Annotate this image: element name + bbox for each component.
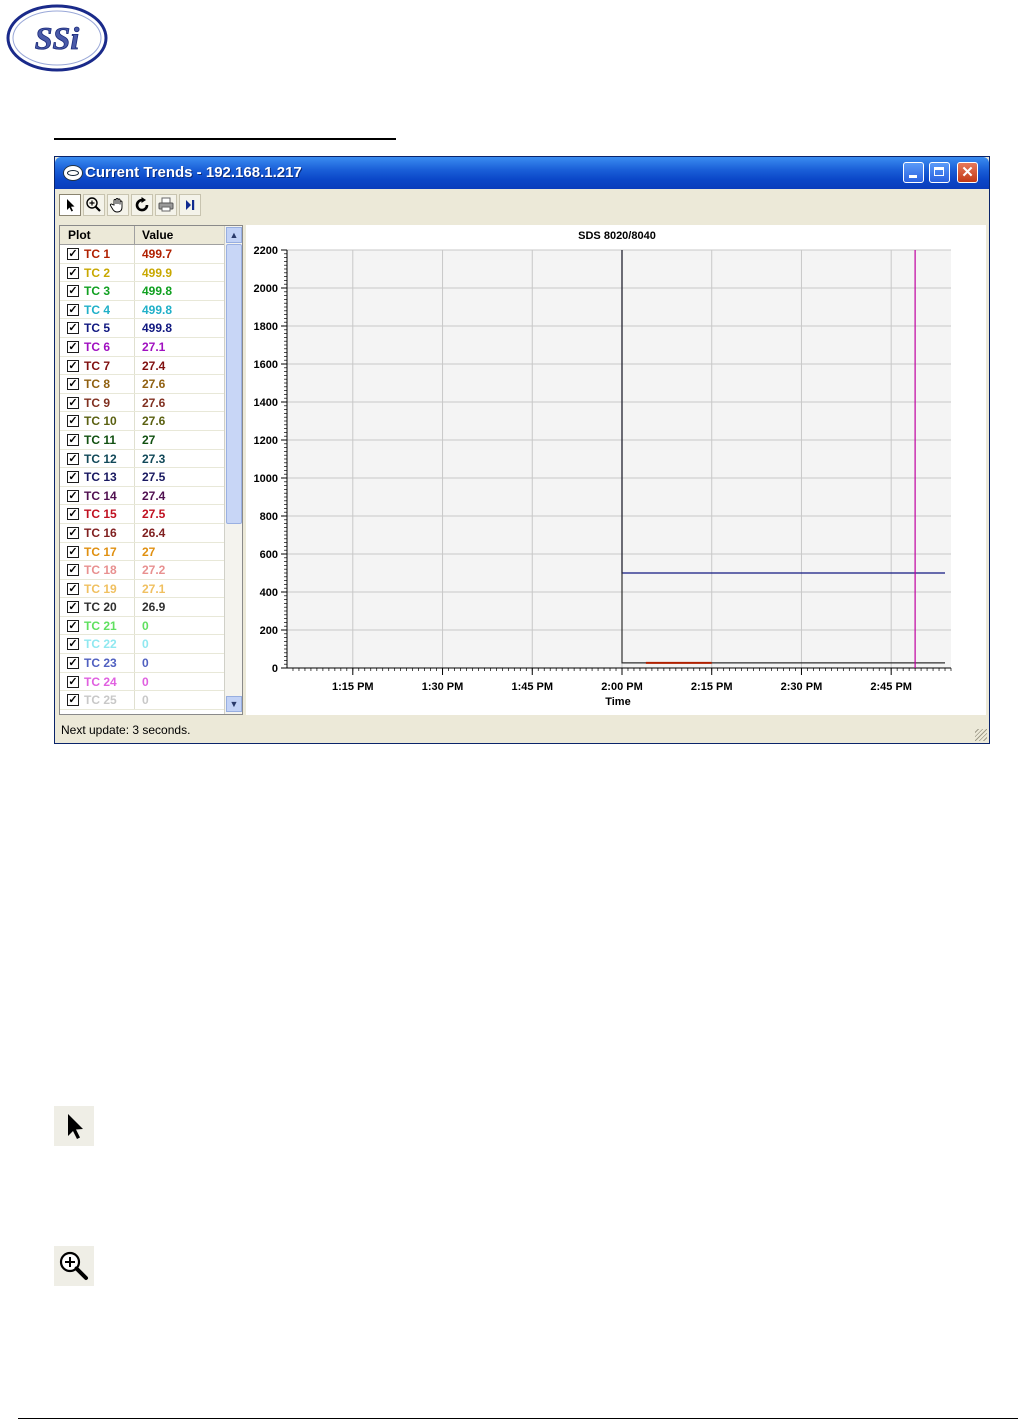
plot-value: 26.9 [142, 600, 166, 615]
y-tick-label: 2000 [253, 283, 278, 295]
scroll-up-button[interactable]: ▲ [226, 227, 242, 243]
plot-checkbox[interactable]: ✓ [68, 471, 78, 484]
y-tick-label: 400 [259, 587, 278, 599]
cell-divider [134, 394, 135, 412]
plot-name: TC 10 [84, 414, 117, 429]
zoom-in-icon [84, 195, 104, 215]
minimize-button[interactable] [903, 162, 924, 183]
cell-divider [134, 654, 135, 672]
plot-name: TC 20 [84, 600, 117, 615]
cell-divider [134, 524, 135, 542]
y-tick-label: 1800 [253, 321, 278, 333]
cell-divider [134, 282, 135, 300]
value-column-header[interactable]: Value [142, 228, 174, 242]
plot-checkbox[interactable]: ✓ [68, 303, 78, 316]
plot-checkbox[interactable]: ✓ [68, 322, 78, 335]
x-tick-label: 1:15 PM [332, 681, 374, 693]
y-tick-label: 0 [271, 663, 278, 675]
plot-name: TC 2 [84, 265, 111, 280]
list-item[interactable] [60, 319, 224, 338]
list-item[interactable] [60, 617, 224, 636]
plot-checkbox[interactable]: ✓ [68, 657, 78, 670]
svg-text:SSi: SSi [34, 20, 80, 56]
plot-value: 27.5 [142, 470, 166, 485]
plot-value: 27 [142, 544, 156, 559]
cell-divider [134, 691, 135, 709]
y-tick-label: 1600 [253, 359, 278, 371]
cell-divider [134, 264, 135, 282]
x-tick-label: 1:45 PM [511, 681, 554, 693]
print-icon [156, 195, 176, 215]
list-scrollbar[interactable] [224, 226, 243, 714]
plot-value: 27.6 [142, 414, 166, 429]
jump-to-end-button[interactable] [179, 194, 201, 216]
plot-value: 499.9 [142, 265, 173, 280]
plot-checkbox[interactable]: ✓ [68, 433, 78, 446]
pointer-icon [54, 1106, 94, 1146]
cell-divider [134, 561, 135, 579]
plot-value: 27 [142, 432, 156, 447]
y-tick-label: 800 [259, 511, 278, 523]
plot-name: TC 25 [84, 693, 117, 708]
y-tick-label: 200 [259, 625, 278, 637]
current-trends-window [54, 156, 990, 744]
plot-checkbox[interactable]: ✓ [68, 340, 78, 353]
list-item[interactable] [60, 505, 224, 524]
cell-divider [134, 319, 135, 337]
plot-checkbox[interactable]: ✓ [68, 378, 78, 391]
refresh-icon [132, 195, 152, 215]
plot-value: 27.6 [142, 377, 166, 392]
cell-divider [134, 301, 135, 319]
cell-divider [134, 412, 135, 430]
pointer-tool-button[interactable] [59, 194, 81, 216]
plot-value: 0 [142, 674, 149, 689]
list-item[interactable] [60, 673, 224, 692]
jump-to-end-icon [180, 195, 200, 215]
list-item[interactable] [60, 543, 224, 562]
list-item[interactable] [60, 264, 224, 283]
plot-checkbox[interactable]: ✓ [68, 619, 78, 632]
plot-name: TC 24 [84, 674, 117, 689]
maximize-button[interactable] [929, 162, 950, 183]
plot-name: TC 8 [84, 377, 111, 392]
plot-checkbox[interactable]: ✓ [68, 248, 78, 260]
list-item[interactable] [60, 654, 224, 673]
plot-checkbox[interactable]: ✓ [68, 675, 78, 688]
cell-divider [134, 617, 135, 635]
x-tick-label: 2:30 PM [780, 681, 823, 693]
plot-value: 0 [142, 618, 149, 633]
list-header [60, 226, 224, 245]
plot-checkbox[interactable]: ✓ [68, 526, 78, 539]
column-divider[interactable] [134, 226, 135, 244]
plot-checkbox[interactable]: ✓ [68, 415, 78, 428]
cell-divider [134, 543, 135, 561]
y-tick-label: 1400 [253, 397, 278, 409]
trend-chart[interactable] [246, 225, 986, 715]
plot-value: 27.5 [142, 507, 166, 522]
list-item[interactable] [60, 245, 224, 264]
x-axis-label: Time [605, 696, 631, 708]
plot-checkbox[interactable]: ✓ [68, 285, 78, 298]
list-item[interactable] [60, 635, 224, 654]
list-item[interactable] [60, 394, 224, 413]
plot-name: TC 6 [84, 339, 111, 354]
cell-divider [134, 673, 135, 691]
window-title: Current Trends - 192.168.1.217 [85, 164, 302, 181]
plot-checkbox[interactable]: ✓ [68, 564, 78, 577]
close-button[interactable] [957, 162, 978, 183]
plot-value: 27.4 [142, 488, 166, 503]
y-tick-label: 600 [259, 549, 278, 561]
cell-divider [134, 375, 135, 393]
plot-value: 499.8 [142, 302, 173, 317]
title-bar[interactable] [55, 157, 989, 189]
pan-tool-button[interactable] [107, 194, 129, 216]
y-tick-label: 1000 [253, 473, 278, 485]
x-tick-label: 2:15 PM [690, 681, 733, 693]
plot-name: TC 18 [84, 563, 117, 578]
footer-rule [18, 1418, 1018, 1419]
list-item[interactable] [60, 450, 224, 469]
plot-column-header[interactable]: Plot [68, 228, 91, 242]
plot-value: 499.8 [142, 321, 173, 336]
list-item[interactable] [60, 301, 224, 320]
plot-checkbox[interactable]: ✓ [68, 582, 78, 595]
cell-divider [134, 245, 135, 263]
plot-value-list [59, 225, 243, 715]
heading-underline [54, 138, 396, 140]
status-text: Next update: 3 seconds. [61, 723, 191, 737]
list-item[interactable] [60, 561, 224, 580]
plot-value: 499.8 [142, 284, 173, 299]
pan-hand-icon [108, 195, 128, 215]
list-item[interactable] [60, 691, 224, 710]
plot-checkbox[interactable]: ✓ [68, 545, 78, 558]
plot-name: TC 13 [84, 470, 117, 485]
list-item[interactable] [60, 412, 224, 431]
list-item[interactable] [60, 580, 224, 599]
cell-divider [134, 431, 135, 449]
plot-rows [60, 245, 224, 710]
plot-name: TC 5 [84, 321, 111, 336]
y-tick-label: 1200 [253, 435, 278, 447]
pointer-tool-illustration [54, 1106, 94, 1146]
plot-name: TC 1 [84, 247, 111, 261]
plot-value: 0 [142, 637, 149, 652]
cell-divider [134, 468, 135, 486]
cell-divider [134, 338, 135, 356]
plot-name: TC 22 [84, 637, 117, 652]
plot-name: TC 19 [84, 581, 117, 596]
plot-name: TC 23 [84, 656, 117, 671]
plot-value: 499.7 [142, 247, 173, 261]
plot-name: TC 15 [84, 507, 117, 522]
scroll-down-button[interactable]: ▼ [226, 696, 242, 712]
plot-checkbox[interactable]: ✓ [68, 396, 78, 409]
close-icon: ✕ [961, 164, 974, 181]
cell-divider [134, 357, 135, 375]
plot-name: TC 17 [84, 544, 117, 559]
plot-name: TC 11 [84, 432, 117, 447]
plot-name: TC 3 [84, 284, 111, 299]
plot-area [287, 250, 951, 668]
x-tick-label: 2:00 PM [601, 681, 643, 693]
zoom-in-icon [54, 1246, 94, 1286]
plot-checkbox[interactable]: ✓ [68, 601, 78, 614]
list-item[interactable] [60, 357, 224, 376]
plot-value: 0 [142, 656, 149, 671]
plot-value: 27.3 [142, 451, 166, 466]
x-tick-label: 2:45 PM [870, 681, 912, 693]
cell-divider [134, 450, 135, 468]
y-tick-label: 2200 [253, 245, 278, 257]
plot-name: TC 14 [84, 488, 117, 503]
plot-name: TC 21 [84, 618, 117, 633]
cell-divider [134, 598, 135, 616]
resize-grip[interactable] [975, 729, 987, 741]
trend-chart-svg [246, 225, 986, 715]
cell-divider [134, 580, 135, 598]
plot-name: TC 7 [84, 358, 111, 373]
list-item[interactable] [60, 524, 224, 543]
app-icon [63, 165, 83, 181]
minimize-icon [909, 175, 917, 178]
chart-title: SDS 8020/8040 [578, 230, 656, 242]
print-tool-button[interactable] [155, 194, 177, 216]
list-item[interactable] [60, 282, 224, 301]
plot-value: 27.4 [142, 358, 166, 373]
x-tick-label: 1:30 PM [421, 681, 464, 693]
plot-name: TC 9 [84, 395, 111, 410]
maximize-icon [934, 167, 944, 176]
list-item[interactable] [60, 598, 224, 617]
zoom-tool-illustration [54, 1246, 94, 1286]
list-item[interactable] [60, 375, 224, 394]
scroll-thumb[interactable] [226, 244, 242, 524]
list-item[interactable] [60, 468, 224, 487]
refresh-tool-button[interactable] [131, 194, 153, 216]
cell-divider [134, 635, 135, 653]
plot-value: 27.6 [142, 395, 166, 410]
plot-name: TC 4 [84, 302, 111, 317]
plot-name: TC 16 [84, 525, 117, 540]
plot-checkbox[interactable]: ✓ [68, 694, 78, 707]
plot-checkbox[interactable]: ✓ [68, 266, 78, 279]
plot-name: TC 12 [84, 451, 117, 466]
plot-value: 0 [142, 693, 149, 708]
ssi-logo [4, 2, 110, 74]
plot-checkbox[interactable]: ✓ [68, 508, 78, 521]
plot-value: 26.4 [142, 525, 166, 540]
plot-value: 27.1 [142, 581, 166, 596]
plot-value: 27.2 [142, 563, 166, 578]
pointer-icon [60, 195, 80, 215]
cell-divider [134, 487, 135, 505]
list-item[interactable] [60, 431, 224, 450]
cell-divider [134, 505, 135, 523]
plot-checkbox[interactable]: ✓ [68, 359, 78, 372]
plot-value: 27.1 [142, 339, 166, 354]
plot-checkbox[interactable]: ✓ [68, 638, 78, 651]
plot-checkbox[interactable]: ✓ [68, 489, 78, 502]
zoom-tool-button[interactable] [83, 194, 105, 216]
list-item[interactable] [60, 487, 224, 506]
plot-checkbox[interactable]: ✓ [68, 452, 78, 465]
list-item[interactable] [60, 338, 224, 357]
